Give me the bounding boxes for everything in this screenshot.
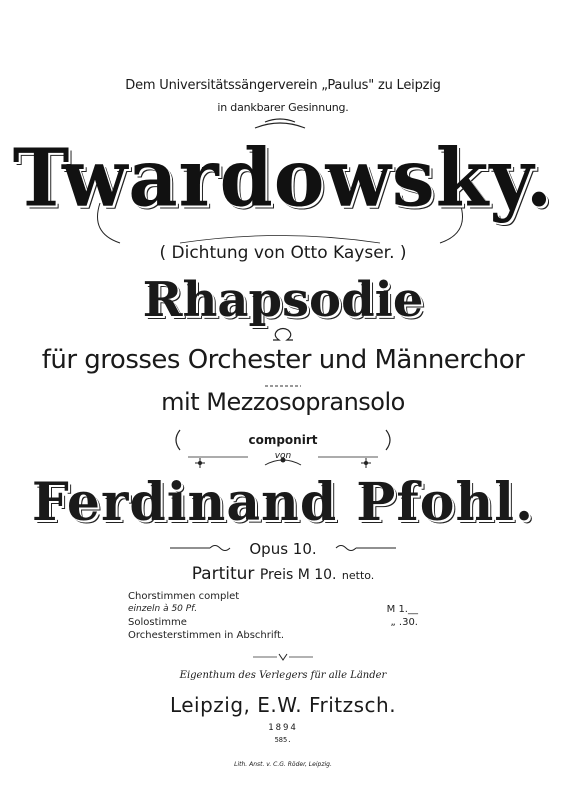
work-title: Twardowsky.	[12, 130, 554, 225]
price-row	[128, 590, 418, 603]
rights-notice: Eigenthum des Verlegers für alle Länder	[179, 670, 387, 681]
genre-title: Rhapsodie	[142, 272, 424, 328]
partitur-price-line	[0, 564, 566, 584]
scoring-line-1: für grosses Orchester und Männerchor	[41, 345, 525, 375]
opus-number: Opus 10.	[249, 540, 317, 558]
omega-ornament	[270, 328, 296, 342]
publisher-imprint: Leipzig, E.W. Fritzsch.	[169, 693, 397, 717]
price-value: M 1.__	[386, 604, 418, 615]
partitur-label: Partitur	[191, 564, 255, 584]
partitur-price: Preis M 10.	[259, 567, 337, 583]
price-list	[128, 590, 418, 642]
componirt-frame-ornament	[170, 425, 396, 470]
price-row	[128, 629, 418, 642]
small-divider-ornament	[253, 652, 313, 662]
price-label: Orchesterstimmen in Abschrift.	[128, 630, 285, 641]
price-label: Solostimme	[128, 617, 187, 628]
scoring-line-2: mit Mezzosopransolo	[161, 388, 405, 416]
composer-name: Ferdinand Pfohl.	[31, 472, 535, 533]
von-label: von	[274, 451, 292, 461]
price-row	[128, 603, 418, 616]
partitur-netto: netto.	[341, 569, 375, 582]
publication-year: 1894	[268, 723, 298, 733]
price-label: einzeln à 50 Pf.	[128, 604, 198, 614]
opus-right-ornament	[336, 543, 396, 553]
poet-credit: ( Dichtung von Otto Kayser. )	[159, 243, 407, 263]
price-row	[128, 616, 418, 629]
plate-number: 585.	[274, 736, 292, 744]
dedication-line-1: Dem Universitätssängerverein „Paulus" zu Leipzig	[125, 78, 441, 93]
dedication-line-2: in dankbarer Gesinnung.	[217, 101, 349, 114]
componirt-label: componirt	[248, 433, 318, 447]
price-value: „ .30.	[390, 617, 418, 628]
printer-credit: Lith. Anst. v. C.G. Röder, Leipzig.	[234, 761, 332, 768]
price-label: Chorstimmen complet	[128, 591, 240, 602]
